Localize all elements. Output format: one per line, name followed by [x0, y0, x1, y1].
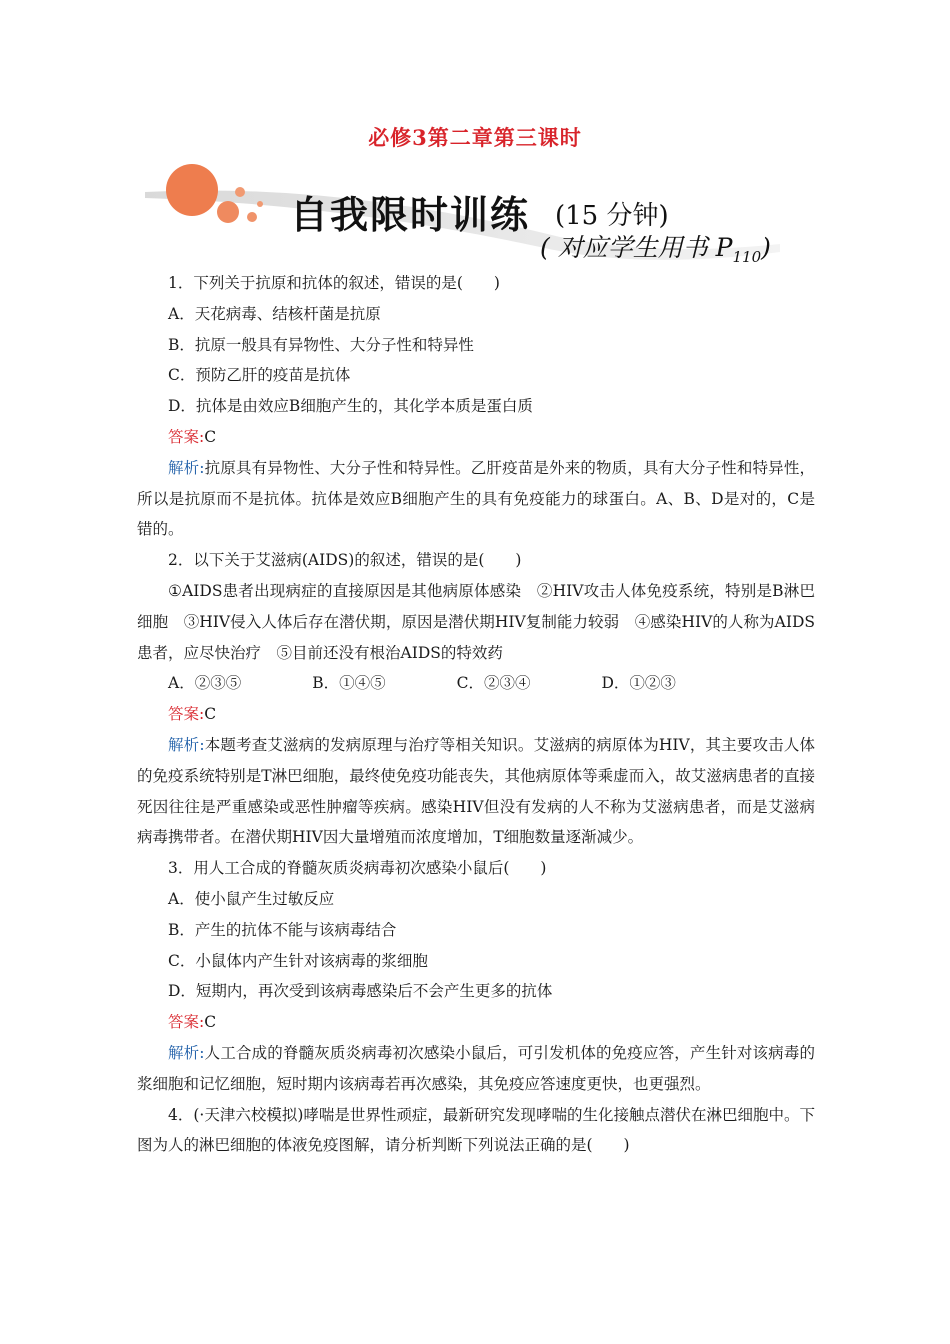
answer-value: C [204, 427, 217, 446]
answer-label: 答案: [168, 1013, 205, 1032]
analysis-text: 本题考查艾滋病的发病原理与治疗等相关知识。艾滋病的病原体为HIV，其主要攻击人体的免疫系统特别是T淋巴细胞，最终使免疫功能丧失，其他病原体等乘虚而入，故艾滋病患者的直接死因往往是严重感染或恶性肿瘤等疾病。感染HIV但没有发病的人不称为艾滋病患者，而是艾滋病病毒携带者。在潜伏期HIV因大量增殖而浓度增加，T细胞数量逐渐减少。 [137, 735, 815, 847]
answer-value: C [204, 705, 217, 724]
banner-book-reference [540, 228, 771, 266]
analysis-text: 人工合成的脊髓灰质炎病毒初次感染小鼠后，可引发机体的免疫应答，产生针对该病毒的浆细胞和记忆细胞，短时期内该病毒若再次感染，其免疫应答速度更快，也更强烈。 [137, 1043, 815, 1093]
analysis-line [137, 1038, 815, 1100]
option: D．短期内，再次受到该病毒感染后不会产生更多的抗体 [168, 982, 553, 1001]
book-ref-page: 110 [732, 248, 762, 266]
option: D．①②③ [601, 674, 676, 693]
option: D．抗体是由效应B细胞产生的，其化学本质是蛋白质 [168, 397, 533, 416]
option: A．②③⑤ [168, 674, 242, 693]
option: B．产生的抗体不能与该病毒结合 [168, 920, 397, 939]
answer-label: 答案: [168, 705, 205, 724]
section-banner [140, 162, 820, 272]
option: A．使小鼠产生过敏反应 [168, 889, 335, 908]
option: B．①④⑤ [312, 674, 386, 693]
option: A．天花病毒、结核杆菌是抗原 [168, 304, 381, 323]
answer-value: C [204, 1013, 217, 1032]
question-stem: 4．(·天津六校模拟)哮喘是世界性顽症，最新研究发现哮喘的生化接触点潜伏在淋巴细胞中。下图为人的淋巴细胞的体液免疫图解，请分析判断下列说法正确的是( ) [137, 1105, 815, 1155]
book-ref-text: ( 对应学生用书 P [540, 233, 733, 262]
answer-line [137, 699, 815, 730]
question-list [137, 268, 815, 1161]
question-stem: 1．下列关于抗原和抗体的叙述，错误的是( ) [168, 274, 500, 292]
analysis-label: 解析: [168, 735, 205, 754]
option: C．②③④ [456, 674, 531, 693]
analysis-text: 抗原具有异物性、大分子性和特异性。乙肝疫苗是外来的物质，具有大分子性和特异性，所以是抗原而不是抗体。抗体是效应B细胞产生的具有免疫能力的球蛋白。A、B、D是对的，C是错的。 [137, 458, 815, 539]
page-title: 必修3第二章第三课时 [368, 125, 582, 150]
analysis-label: 解析: [168, 458, 205, 477]
banner-heading: 自我限时训练 [290, 193, 531, 237]
analysis-label: 解析: [168, 1043, 205, 1062]
option: C．预防乙肝的疫苗是抗体 [168, 366, 351, 385]
question-statements: ①AIDS患者出现病症的直接原因是其他病原体感染 ②HIV攻击人体免疫系统，特别是B淋巴细胞 ③HIV侵入人体后存在潜伏期，原因是潜伏期HIV复制能力较弱 ④感染HIV的人称为AIDS患者，应尽快治疗 ⑤目前还没有根治AIDS的特效药 [137, 581, 815, 662]
option-row [137, 668, 815, 699]
answer-line [137, 422, 815, 453]
option: C．小鼠体内产生针对该病毒的浆细胞 [168, 951, 428, 970]
option: B．抗原一般具有异物性、大分子性和特异性 [168, 335, 474, 354]
analysis-line [137, 453, 815, 545]
question-stem: 3．用人工合成的脊髓灰质炎病毒初次感染小鼠后( ) [168, 859, 547, 878]
analysis-line [137, 730, 815, 853]
question-stem: 2．以下关于艾滋病(AIDS)的叙述，错误的是( ) [168, 551, 522, 570]
banner-duration: (15 分钟) [555, 201, 669, 231]
book-ref-end: ) [761, 233, 771, 262]
answer-label: 答案: [168, 427, 205, 446]
answer-line [137, 1007, 815, 1038]
